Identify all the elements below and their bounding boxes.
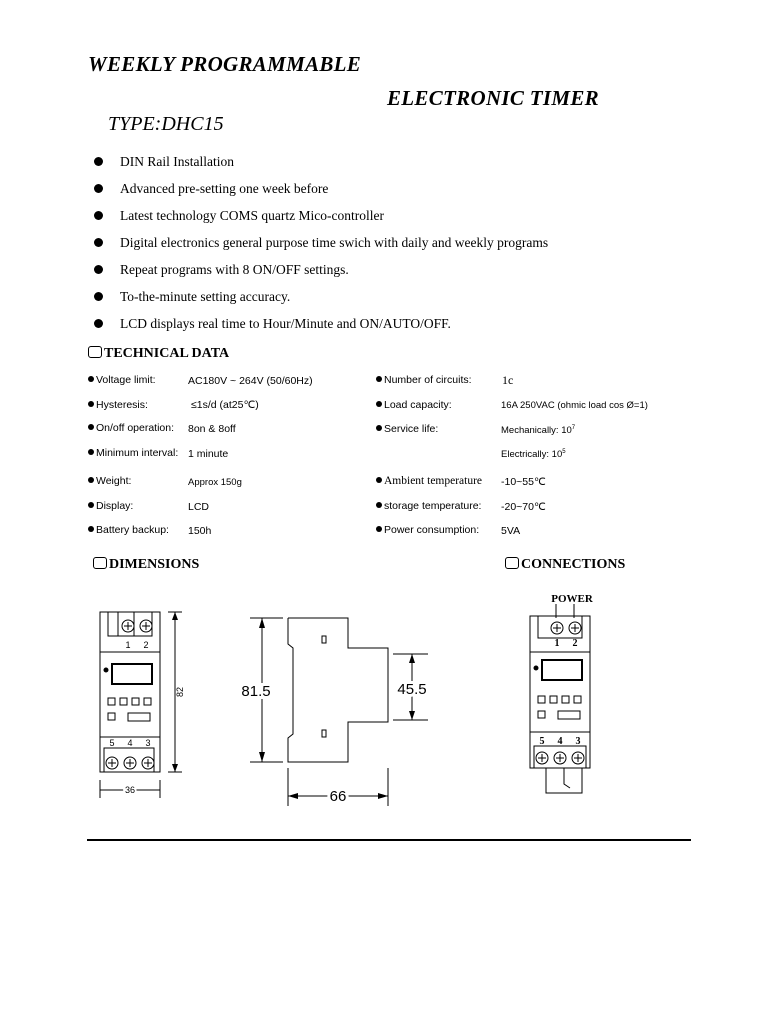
spec-label: Hysteresis: <box>88 399 148 411</box>
connections-heading: CONNECTIONS <box>505 557 625 573</box>
spec-value: LCD <box>188 501 210 513</box>
spec-value: Mechanically: $10^7$ <box>501 425 576 437</box>
spec-value: 1c <box>502 373 514 387</box>
spec-label: Weight: <box>88 475 131 487</box>
terminal-label: 5 <box>539 736 545 747</box>
side-step-dimension: 45.5 <box>397 681 427 698</box>
terminal-label: 2 <box>572 638 578 649</box>
terminal-label: 2 <box>143 640 149 650</box>
feature-item: To-the-minute setting accuracy. <box>120 289 291 304</box>
spec-value: AC180V ~ 264V (50/60Hz) <box>188 375 313 387</box>
spec-value: 16A 250VAC (ohmic load cos Ø=1) <box>501 400 648 411</box>
spec-label: On/off operation: <box>88 422 174 434</box>
spec-label: storage temperature: <box>376 500 481 512</box>
terminal-label: 5 <box>109 738 115 748</box>
bullet-icon <box>94 238 103 247</box>
terminal-label: 4 <box>557 736 563 747</box>
checkbox-icon <box>93 557 107 569</box>
side-view-drawing <box>228 606 443 806</box>
feature-item: Latest technology COMS quartz Mico-controller <box>120 208 384 223</box>
spec-label: Ambient temperature <box>376 475 482 487</box>
terminal-label: 3 <box>145 738 151 748</box>
front-view-drawing <box>90 600 200 805</box>
bullet-icon <box>94 184 103 193</box>
spec-label: Minimum interval: <box>88 447 178 459</box>
spec-label: Voltage limit: <box>88 374 156 386</box>
feature-item: LCD displays real time to Hour/Minute and ON/AUTO/OFF. <box>120 316 451 331</box>
spec-value: ≤1s/d (at25℃) <box>191 399 259 411</box>
feature-item: DIN Rail Installation <box>120 154 234 169</box>
spec-value: 150h <box>188 525 212 537</box>
feature-item: Advanced pre-setting one week before <box>120 181 329 196</box>
spec-label: Number of circuits: <box>376 374 472 386</box>
width-dimension: 36 <box>124 785 136 795</box>
power-label: POWER <box>551 593 593 605</box>
spec-label: Service life: <box>376 423 438 435</box>
terminal-label: 4 <box>127 738 133 748</box>
terminal-label: 1 <box>554 638 560 649</box>
terminal-label: 3 <box>575 736 581 747</box>
spec-label: Power consumption: <box>376 524 479 536</box>
divider <box>87 839 691 841</box>
dimensions-heading: DIMENSIONS <box>93 557 199 573</box>
spec-value: 5VA <box>501 525 521 537</box>
feature-item: Digital electronics general purpose time swich with daily and weekly programs <box>120 235 549 250</box>
height-dimension: 82 <box>175 686 185 698</box>
checkbox-icon <box>88 346 102 358</box>
bullet-icon <box>94 157 103 166</box>
spec-value: 8on & 8off <box>188 423 236 435</box>
feature-item: Repeat programs with 8 ON/OFF settings. <box>120 262 349 277</box>
bullet-icon <box>94 292 103 301</box>
spec-label: Battery backup: <box>88 524 169 536</box>
bullet-icon <box>94 211 103 220</box>
type-label: TYPE:DHC15 <box>108 113 224 135</box>
spec-label: Load capacity: <box>376 399 452 411</box>
spec-value: Approx 150g <box>188 477 242 488</box>
bullet-icon <box>94 319 103 328</box>
bullet-icon <box>94 265 103 274</box>
checkbox-icon <box>505 557 519 569</box>
title-line-1: WEEKLY PROGRAMMABLE <box>88 52 362 76</box>
connections-drawing <box>520 588 630 803</box>
terminal-label: 1 <box>125 640 131 650</box>
spec-value: -10~55℃ <box>501 476 546 488</box>
technical-heading: TECHNICAL DATA <box>88 346 229 362</box>
spec-label: Display: <box>88 500 133 512</box>
spec-value: -20~70℃ <box>501 501 546 513</box>
spec-value: Electrically: $10^5$ <box>501 449 566 461</box>
title-line-2: ELECTRONIC TIMER <box>387 86 599 110</box>
spec-value: 1 minute <box>188 448 229 460</box>
side-depth-dimension: 66 <box>329 788 347 805</box>
side-height-dimension: 81.5 <box>241 683 271 700</box>
